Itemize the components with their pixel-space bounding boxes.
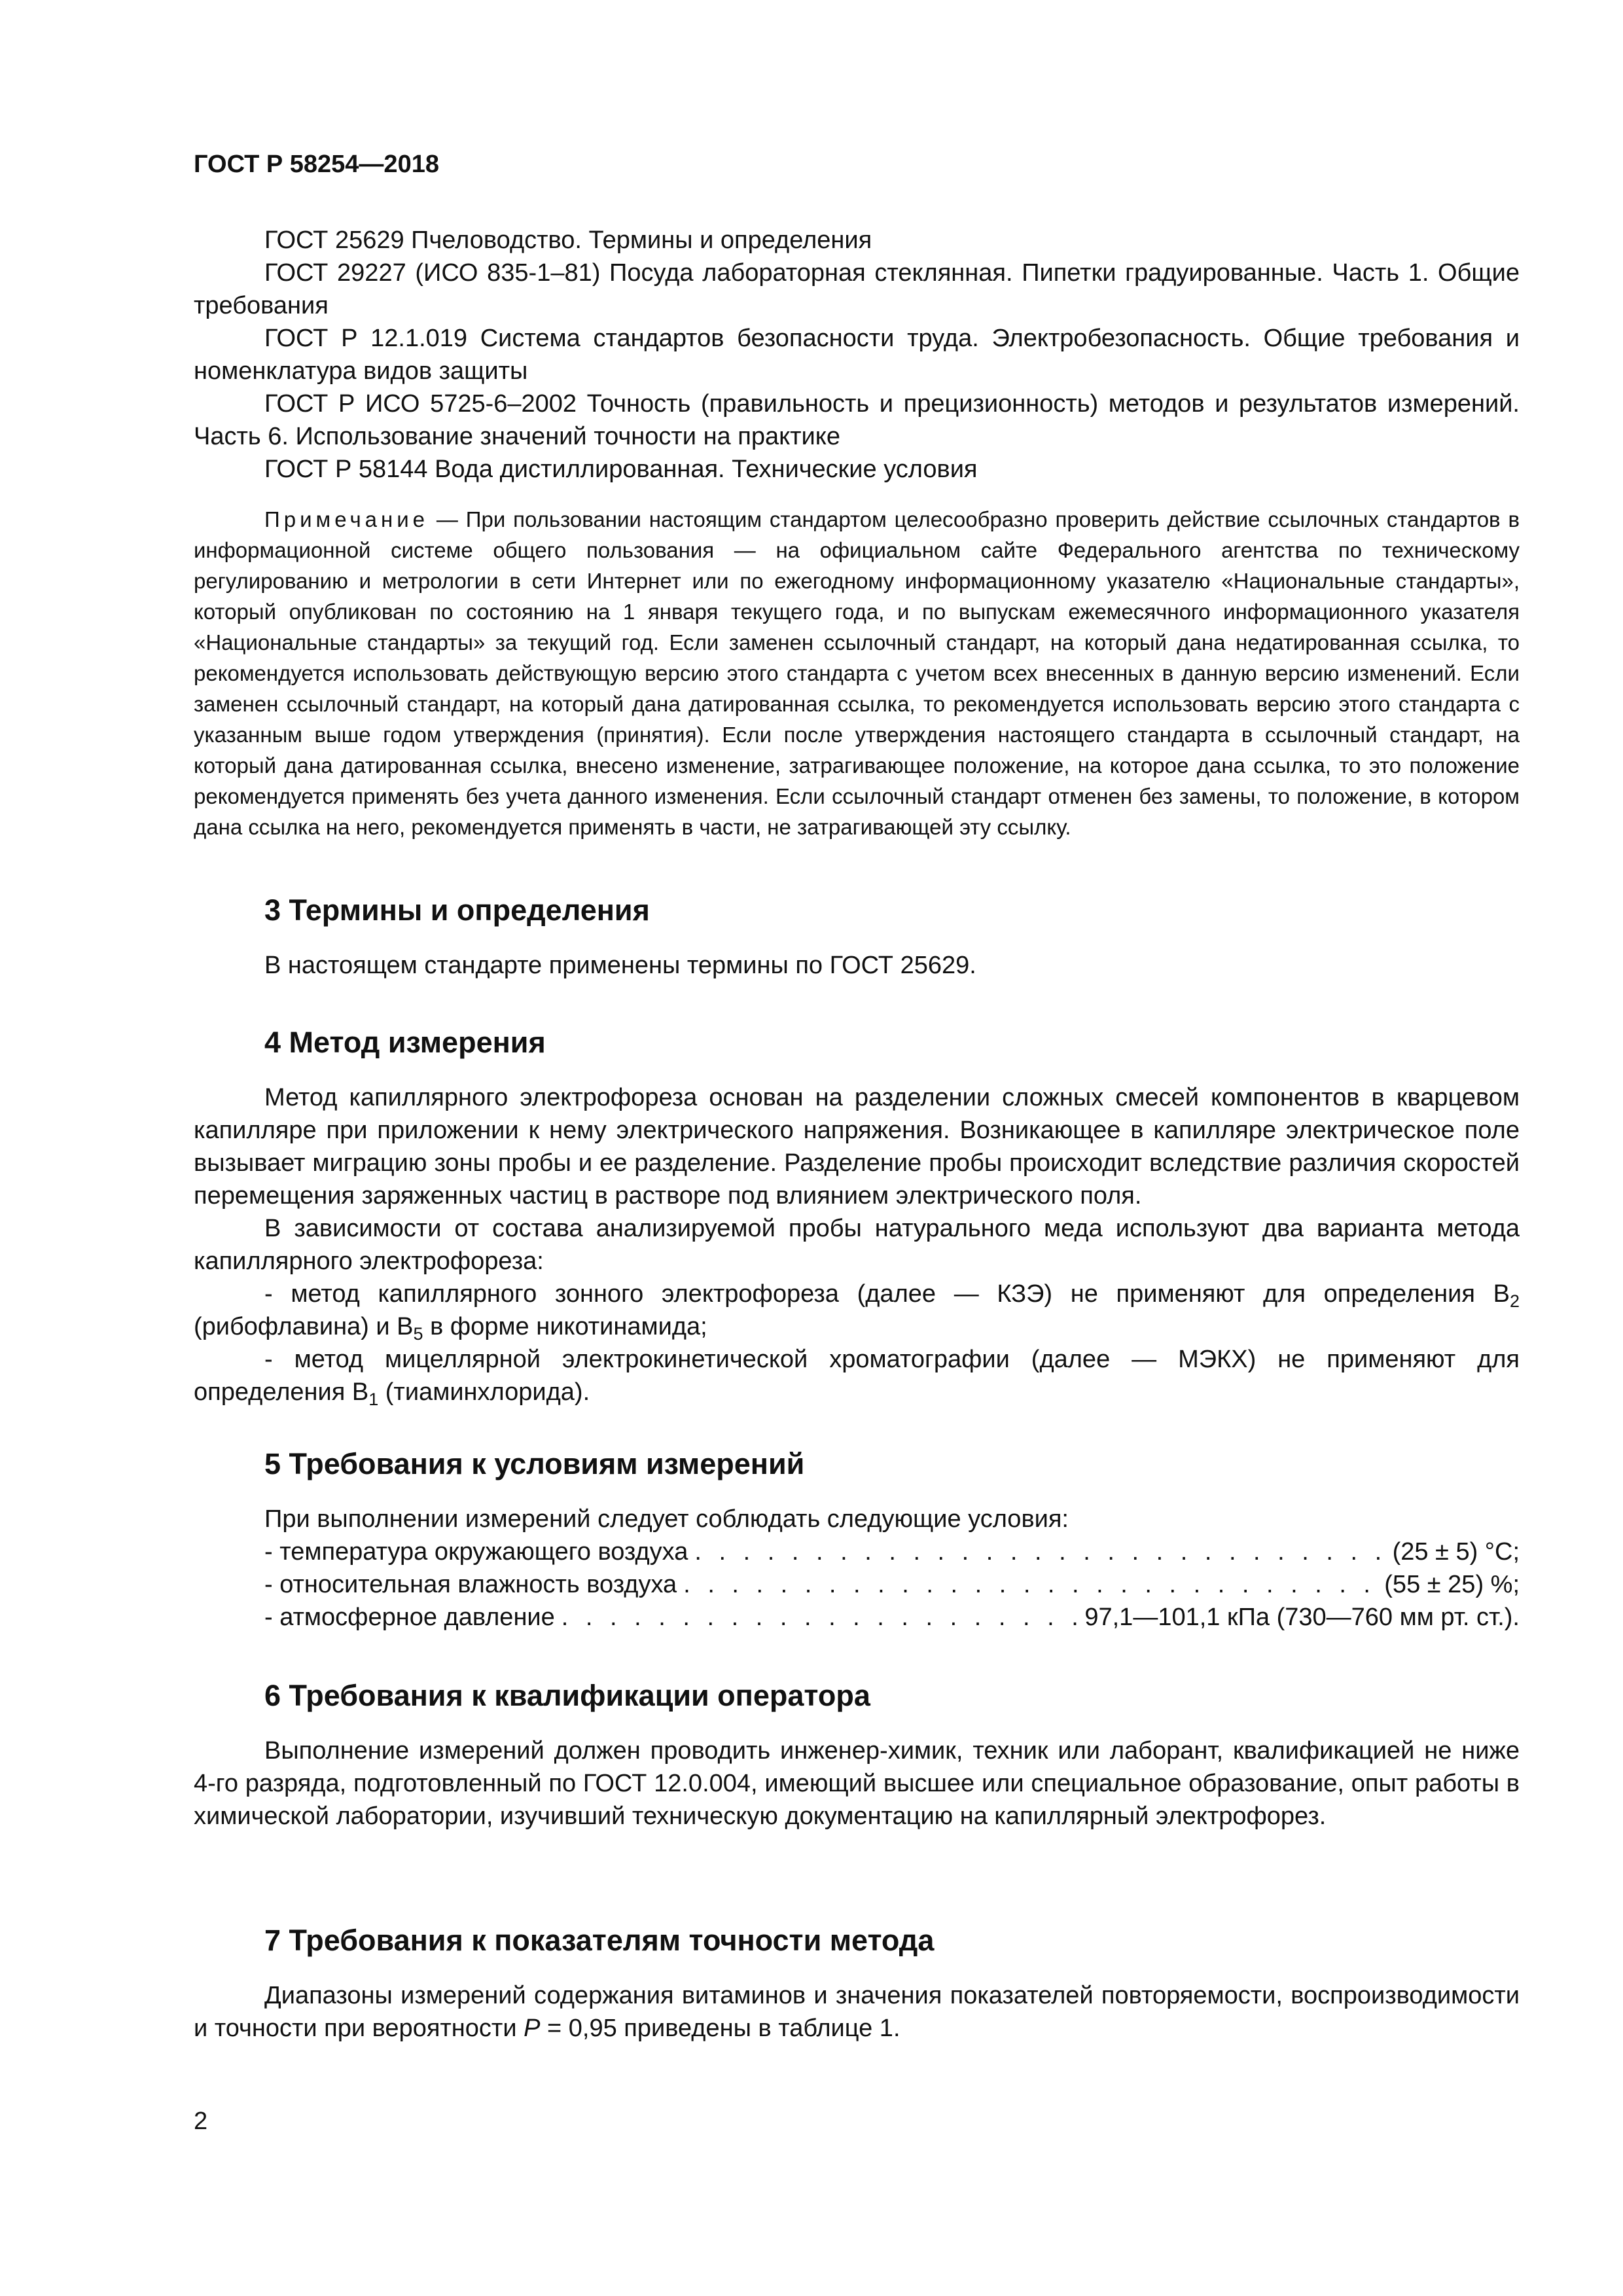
note-block: [194, 504, 1520, 842]
reference-item: ГОСТ Р ИСО 5725-6–2002 Точность (правильность и прецизионность) методов и результатов измерений. Часть 6. Использование значений точности на практике: [194, 390, 1520, 450]
section-heading: 6 Требования к квалификации оператора: [264, 1679, 870, 1712]
document-header: ГОСТ Р 58254—2018: [194, 151, 439, 178]
note-label: Примечание: [264, 507, 429, 531]
section-4: [194, 1022, 1520, 1408]
section-text: Выполнение измерений должен проводить инженер-химик, техник или лаборант, квалификацией не ниже 4-го разряда, подготовленный по ГОСТ 12.0.004, имеющий высшее или специальное образование, опыт работы в химической лаборатории, изучивший техническую документацию на капиллярный электрофорез.: [194, 1737, 1520, 1830]
condition-row: [194, 1601, 1520, 1634]
condition-value: (55 ± 25) %;: [1384, 1571, 1520, 1598]
method-bullet: - метод капиллярного зонного электрофореза (далее — КЗЭ) не применяют для определения $В_2$ (рибофлавина) и $В_5$ в форме никотинамида;: [194, 1280, 1520, 1344]
section-paragraph: Метод капиллярного электрофореза основан на разделении сложных смесей компонентов в кварцевом капилляре при приложении к нему электрического напряжения. Возникающее в капилляре электрическое поле вызывает миграцию зоны пробы и ее разделение. Разделение пробы происходит вследствие различия скоростей перемещения заряженных частиц в растворе под влиянием электрического поля.: [194, 1084, 1520, 1210]
reference-item: ГОСТ Р 12.1.019 Система стандартов безопасности труда. Электробезопасность. Общие требования и номенклатура видов защиты: [194, 325, 1520, 385]
section-7: [194, 1920, 1520, 2045]
reference-item: ГОСТ 25629 Пчеловодство. Термины и определения: [264, 226, 872, 254]
section-text: Диапазоны измерений содержания витаминов и значения показателей повторяемости, воспроизводимости и точности при вероятности Р = 0,95 приведены в таблице 1.: [194, 1982, 1520, 2042]
section-heading: 4 Метод измерения: [264, 1026, 546, 1059]
condition-label: - температура окружающего воздуха: [264, 1538, 688, 1566]
condition-label: - атмосферное давление: [264, 1604, 555, 1631]
section-text: В настоящем стандарте применены термины по ГОСТ 25629.: [264, 952, 976, 979]
section-3: [194, 890, 1520, 982]
section-5: [194, 1444, 1520, 1634]
reference-item: ГОСТ Р 58144 Вода дистиллированная. Технические условия: [264, 456, 978, 483]
section-heading: 5 Требования к условиям измерений: [264, 1447, 805, 1480]
condition-value: (25 ± 5) °С;: [1392, 1538, 1520, 1566]
condition-value: 97,1—101,1 кПа (730—760 мм рт. ст.).: [1084, 1604, 1520, 1631]
condition-label: - относительная влажность воздуха: [264, 1571, 677, 1598]
section-6: [194, 1676, 1520, 1833]
condition-row: [194, 1568, 1520, 1601]
leader-dots: [683, 1568, 1378, 1601]
page-number: 2: [194, 2108, 208, 2135]
section-heading: 7 Требования к показателям точности метода: [264, 1924, 935, 1957]
leader-dots: [562, 1601, 1079, 1634]
reference-item: ГОСТ 29227 (ИСО 835-1–81) Посуда лабораторная стеклянная. Пипетки градуированные. Часть 1. Общие требования: [194, 259, 1520, 319]
section-heading: 3 Термины и определения: [264, 893, 650, 927]
method-bullet: - метод мицеллярной электрокинетической хроматографии (далее — МЭКХ) не применяют для определения $В_1$ (тиаминхлорида).: [194, 1346, 1520, 1409]
note-text: — При пользовании настоящим стандартом целесообразно проверить действие ссылочных стандартов в информационной системе общего пользования — на официальном сайте Федерального агентства по техническому регулированию и метрологии в сети Интернет или по ежегодному информационному указателю «Национальные стандарты», который опубликован по состоянию на 1 января текущего года, и по выпускам ежемесячного информационного указателя «Национальные стандарты» за текущий год. Если заменен ссылочный стандарт, на который дана недатированная ссылка, то рекомендуется использовать действующую версию этого стандарта с учетом всех внесенных в данную версию изменений. Если заменен ссылочный стандарт, на который дана датированная ссылка, то рекомендуется использовать версию этого стандарта с указанным выше годом утверждения (принятия). Если после утверждения настоящего стандарта в ссылочный стандарт, на который дана датированная ссылка, внесено изменение, затрагивающее положение, на которое дана ссылка, то это положение рекомендуется применять без учета данного изменения. Если ссылочный стандарт отменен без замены, то положение, в котором дана ссылка на него, рекомендуется применять в части, не затрагивающей эту ссылку.: [194, 507, 1520, 839]
normative-references: [194, 224, 1520, 486]
section-text: При выполнении измерений следует соблюдать следующие условия:: [264, 1505, 1069, 1533]
condition-row: [194, 1535, 1520, 1568]
leader-dots: [694, 1535, 1385, 1568]
section-paragraph: В зависимости от состава анализируемой пробы натурального меда используют два варианта метода капиллярного электрофореза:: [194, 1215, 1520, 1275]
